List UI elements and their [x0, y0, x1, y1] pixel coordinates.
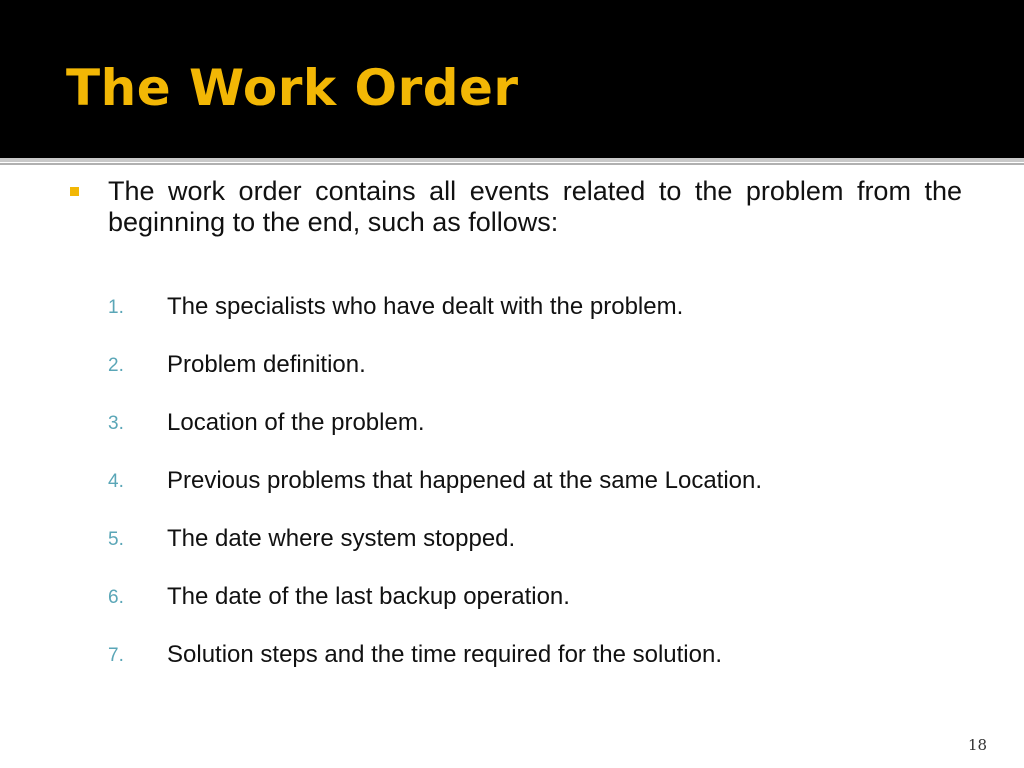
list-item-text: The date where system stopped. [167, 525, 516, 552]
list-item-text: Location of the problem. [167, 409, 425, 436]
list-item-number: 7. [108, 645, 124, 666]
square-bullet-icon [70, 187, 79, 196]
header-divider-top [0, 158, 1024, 162]
list-item-text: Solution steps and the time required for the solution. [167, 641, 722, 668]
slide-title: The Work Order [66, 59, 519, 117]
intro-paragraph [70, 176, 962, 238]
list-item-number: 2. [108, 355, 124, 376]
list-item-text: Previous problems that happened at the same Location. [167, 467, 763, 494]
page-number: 18 [968, 736, 988, 754]
list-item-number: 6. [108, 587, 124, 608]
list-item-text: The specialists who have dealt with the problem. [167, 293, 684, 320]
list-item-number: 3. [108, 413, 124, 434]
list-item-text: Problem definition. [167, 351, 366, 378]
list-item-number: 5. [108, 529, 124, 550]
title-bar [0, 0, 1024, 158]
list-item-text: The date of the last backup operation. [167, 583, 570, 610]
list-item-number: 1. [108, 297, 124, 318]
intro-text: The work order contains all events related to the problem from the beginning to the end, such as follows: [108, 176, 962, 237]
list-item-number: 4. [108, 471, 124, 492]
header-divider-bottom [0, 163, 1024, 165]
